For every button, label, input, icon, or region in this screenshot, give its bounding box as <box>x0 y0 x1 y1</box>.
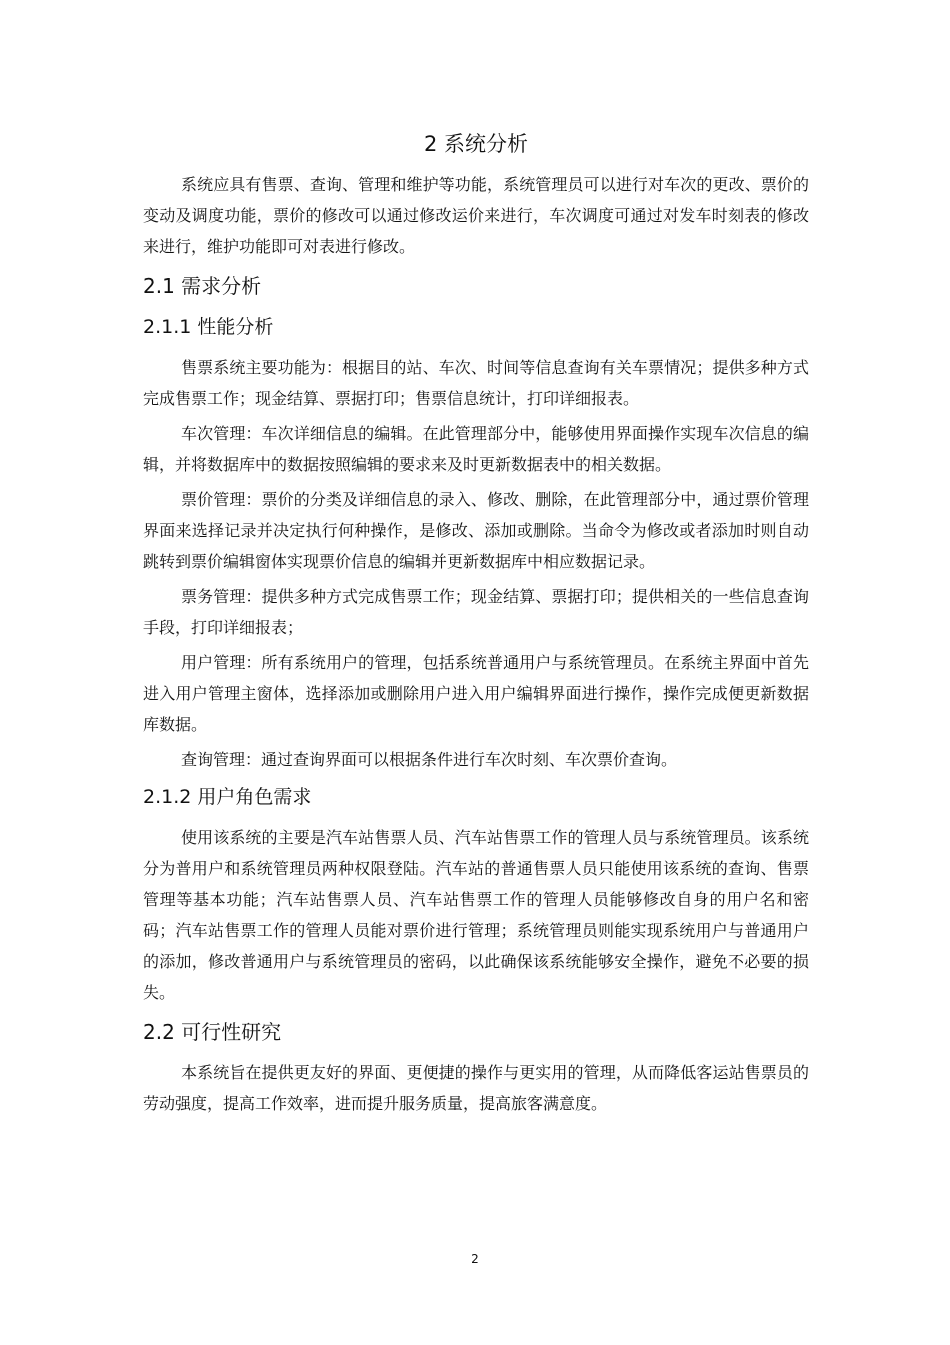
fare-management-paragraph: 票价管理：票价的分类及详细信息的录入、修改、删除，在此管理部分中，通过票价管理界面来选择记录并决定执行何种操作，是修改、添加或删除。当命令为修改或者添加时则自动跳转到票价编辑窗体实现票价信息的编辑并更新数据库中相应数据记录。 <box>143 490 809 571</box>
section-title-2-2: 2.2 可行性研究 <box>143 1020 282 1044</box>
page-number: 2 <box>471 1252 479 1266</box>
ticketing-management-paragraph: 票务管理：提供多种方式完成售票工作；现金结算、票据打印；提供相关的一些信息查询手段，打印详细报表； <box>143 587 809 637</box>
subsection-title-2-1-1: 2.1.1 性能分析 <box>143 316 274 338</box>
performance-paragraph: 售票系统主要功能为：根据目的站、车次、时间等信息查询有关车票情况；提供多种方式完成售票工作；现金结算、票据打印；售票信息统计，打印详细报表。 <box>143 358 809 408</box>
user-role-paragraph: 使用该系统的主要是汽车站售票人员、汽车站售票工作的管理人员与系统管理员。该系统分为普用户和系统管理员两种权限登陆。汽车站的普通售票人员只能使用该系统的查询、售票管理等基本功能；汽车站售票人员、汽车站售票工作的管理人员能够修改自身的用户名和密码；汽车站售票工作的管理人员能对票价进行管理；系统管理员则能实现系统用户与普通用户的添加，修改普通用户与系统管理员的密码，以此确保该系统能够安全操作，避免不必要的损失。 <box>143 828 809 1002</box>
intro-paragraph: 系统应具有售票、查询、管理和维护等功能，系统管理员可以进行对车次的更改、票价的变动及调度功能，票价的修改可以通过修改运价来进行，车次调度可通过对发车时刻表的修改来进行，维护功能即可对表进行修改。 <box>143 175 809 256</box>
feasibility-paragraph: 本系统旨在提供更友好的界面、更便捷的操作与更实用的管理，从而降低客运站售票员的劳动强度，提高工作效率，进而提升服务质量，提高旅客满意度。 <box>143 1063 809 1113</box>
page-content <box>143 128 809 1123</box>
section-title-2-1: 2.1 需求分析 <box>143 274 262 298</box>
train-management-paragraph: 车次管理：车次详细信息的编辑。在此管理部分中，能够使用界面操作实现车次信息的编辑，并将数据库中的数据按照编辑的要求来及时更新数据表中的相关数据。 <box>143 424 809 474</box>
chapter-title: 2 系统分析 <box>423 132 529 156</box>
subsection-title-2-1-2: 2.1.2 用户角色需求 <box>143 786 312 808</box>
query-management-paragraph: 查询管理：通过查询界面可以根据条件进行车次时刻、车次票价查询。 <box>181 750 678 769</box>
user-management-paragraph: 用户管理：所有系统用户的管理，包括系统普通用户与系统管理员。在系统主界面中首先进入用户管理主窗体，选择添加或删除用户进入用户编辑界面进行操作，操作完成便更新数据库数据。 <box>143 653 809 734</box>
